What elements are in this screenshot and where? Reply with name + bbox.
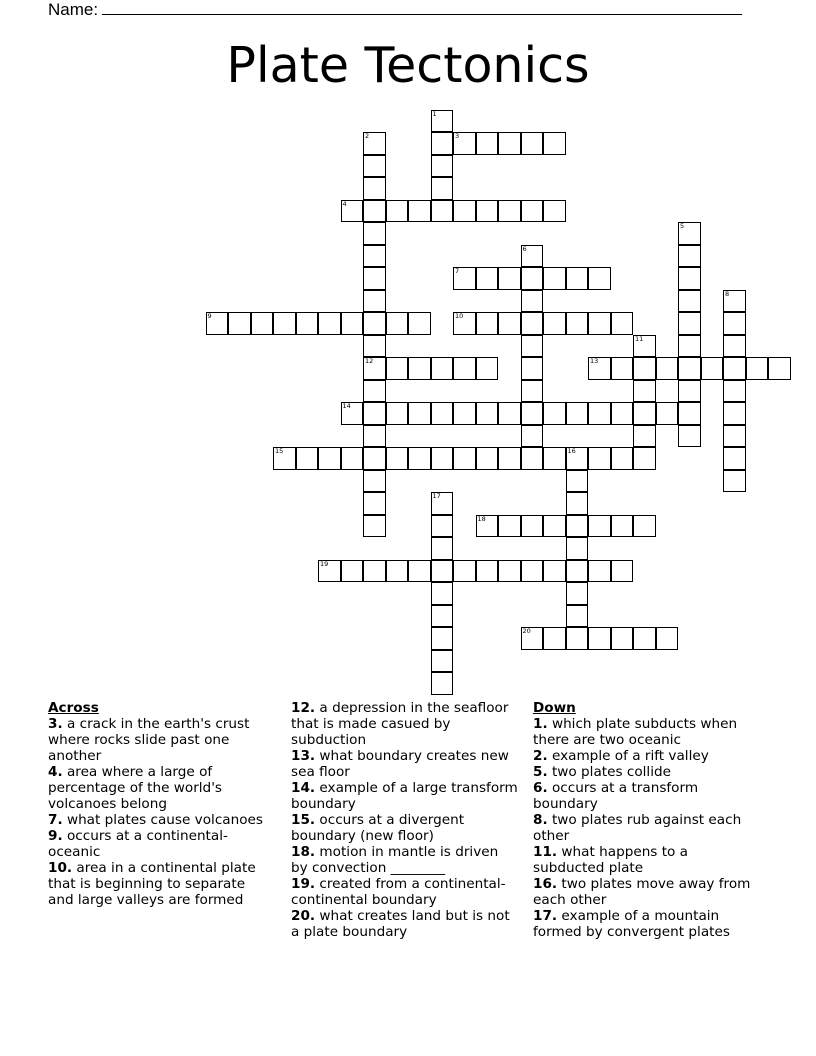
grid-cell[interactable] (588, 627, 611, 650)
grid-cell[interactable] (431, 132, 454, 155)
clue-number: 7 (455, 267, 460, 275)
grid-cell[interactable] (521, 402, 544, 425)
grid-cell[interactable] (723, 470, 746, 493)
grid-cell[interactable] (611, 627, 634, 650)
grid-cell[interactable] (633, 425, 656, 448)
clue-number-label: 4. (48, 764, 63, 780)
grid-cell[interactable] (611, 402, 634, 425)
grid-cell[interactable] (431, 155, 454, 178)
clue-item (291, 700, 519, 748)
grid-cell[interactable] (588, 447, 611, 470)
grid-cell[interactable] (768, 357, 791, 380)
clue-number: 16 (567, 447, 576, 455)
grid-cell[interactable] (363, 335, 386, 358)
grid-cell[interactable] (723, 335, 746, 358)
clue-item (291, 748, 519, 780)
grid-cell[interactable] (363, 245, 386, 268)
grid-cell[interactable] (543, 200, 566, 223)
grid-cell[interactable] (476, 200, 499, 223)
grid-cell[interactable] (611, 515, 634, 538)
grid-cell[interactable] (318, 447, 341, 470)
name-label: Name: (48, 0, 99, 19)
clues-column-2 (291, 700, 519, 940)
grid-cell[interactable] (521, 335, 544, 358)
grid-cell[interactable] (678, 357, 701, 380)
clue-text: example of a rift valley (547, 748, 709, 764)
grid-cell[interactable] (498, 560, 521, 583)
grid-cell[interactable] (566, 312, 589, 335)
clue-number: 20 (522, 627, 531, 635)
clue-text: what plates cause volcanoes (62, 812, 264, 828)
grid-cell[interactable] (408, 402, 431, 425)
grid-cell[interactable] (431, 582, 454, 605)
grid-cell[interactable] (656, 402, 679, 425)
grid-cell[interactable] (566, 560, 589, 583)
grid-cell[interactable] (251, 312, 274, 335)
grid-cell[interactable] (386, 560, 409, 583)
down-header: Down (533, 700, 576, 716)
grid-cell[interactable] (611, 447, 634, 470)
clue-text: example of a large transform boundary (291, 780, 518, 812)
grid-cell[interactable] (678, 312, 701, 335)
grid-cell[interactable] (431, 537, 454, 560)
grid-cell[interactable] (431, 605, 454, 628)
grid-cell[interactable] (296, 447, 319, 470)
clue-item (291, 876, 519, 908)
clue-item (48, 812, 270, 828)
clue-text: two plates rub against each other (533, 812, 742, 844)
grid-cell[interactable] (588, 312, 611, 335)
clue-number: 6 (522, 244, 527, 253)
grid-cell[interactable] (521, 447, 544, 470)
grid-cell[interactable] (678, 267, 701, 290)
grid-cell[interactable] (453, 132, 476, 155)
grid-cell[interactable] (498, 267, 521, 290)
clue-item (291, 780, 519, 812)
grid-cell[interactable] (341, 200, 364, 223)
grid-cell[interactable] (723, 290, 746, 313)
grid-cell[interactable] (431, 357, 454, 380)
grid-cell[interactable] (363, 222, 386, 245)
grid-cell[interactable] (363, 515, 386, 538)
grid-cell[interactable] (498, 132, 521, 155)
grid-cell[interactable] (363, 290, 386, 313)
clue-text: occurs at a continental-oceanic (48, 828, 228, 860)
grid-cell[interactable] (678, 245, 701, 268)
clue-text: occurs at a transform boundary (533, 780, 699, 812)
grid-cell[interactable] (543, 447, 566, 470)
grid-cell[interactable] (521, 380, 544, 403)
clue-text: motion in mantle is driven by convection ________ (291, 844, 499, 876)
grid-cell[interactable] (633, 627, 656, 650)
grid-cell[interactable] (318, 560, 341, 583)
grid-cell[interactable] (498, 515, 521, 538)
grid-cell[interactable] (363, 155, 386, 178)
grid-cell[interactable] (566, 582, 589, 605)
grid-cell[interactable] (723, 425, 746, 448)
grid-cell[interactable] (611, 357, 634, 380)
grid-cell[interactable] (408, 200, 431, 223)
grid-cell[interactable] (273, 447, 296, 470)
clue-item (533, 844, 763, 876)
grid-cell[interactable] (476, 560, 499, 583)
clue-number-label: 8. (533, 812, 548, 828)
grid-cell[interactable] (543, 402, 566, 425)
clue-item (533, 748, 763, 764)
clue-number-label: 10. (48, 860, 73, 876)
grid-cell[interactable] (656, 357, 679, 380)
grid-cell[interactable] (588, 267, 611, 290)
grid-cell[interactable] (363, 425, 386, 448)
grid-cell[interactable] (633, 515, 656, 538)
grid-cell[interactable] (453, 357, 476, 380)
grid-cell[interactable] (296, 312, 319, 335)
clue-number-label: 20. (291, 908, 316, 924)
clue-number: 2 (365, 132, 370, 140)
grid-cell[interactable] (588, 402, 611, 425)
clue-number-label: 17. (533, 908, 558, 924)
grid-cell[interactable] (431, 447, 454, 470)
clue-number: 12 (365, 357, 374, 365)
grid-cell[interactable] (498, 312, 521, 335)
clue-item (48, 764, 270, 812)
clue-number: 18 (477, 514, 486, 523)
grid-cell[interactable] (431, 402, 454, 425)
clue-number: 3 (455, 132, 460, 140)
grid-cell[interactable] (611, 560, 634, 583)
clue-text: area in a continental plate that is beginning to separate and large valleys are formed (48, 860, 256, 908)
clue-number-label: 15. (291, 812, 316, 828)
grid-cell[interactable] (588, 560, 611, 583)
grid-cell[interactable] (341, 402, 364, 425)
grid-cell[interactable] (633, 335, 656, 358)
clue-item (48, 716, 270, 764)
grid-cell[interactable] (386, 447, 409, 470)
clue-text: created from a continental-continental boundary (291, 876, 506, 908)
clues-column-3 (533, 700, 763, 940)
clue-item (533, 780, 763, 812)
grid-cell[interactable] (521, 627, 544, 650)
grid-cell[interactable] (386, 357, 409, 380)
grid-cell[interactable] (498, 200, 521, 223)
clue-number: 17 (432, 492, 441, 500)
grid-cell[interactable] (723, 357, 746, 380)
clue-number: 1 (432, 109, 437, 118)
clue-item (533, 764, 763, 780)
grid-cell[interactable] (566, 627, 589, 650)
grid-cell[interactable] (431, 177, 454, 200)
clue-number-label: 3. (48, 716, 63, 732)
clue-text: what boundary creates new sea floor (291, 748, 509, 780)
grid-cell[interactable] (476, 357, 499, 380)
grid-cell[interactable] (543, 560, 566, 583)
grid-cell[interactable] (431, 650, 454, 673)
clue-text: which plate subducts when there are two oceanic (533, 716, 738, 748)
grid-cell[interactable] (498, 402, 521, 425)
grid-cell[interactable] (386, 200, 409, 223)
clue-number: 9 (207, 312, 212, 320)
grid-cell[interactable] (521, 560, 544, 583)
grid-cell[interactable] (521, 312, 544, 335)
grid-cell[interactable] (566, 447, 589, 470)
grid-cell[interactable] (633, 357, 656, 380)
clue-number-label: 19. (291, 876, 316, 892)
clue-number: 5 (680, 222, 685, 230)
grid-cell[interactable] (566, 515, 589, 538)
grid-cell[interactable] (746, 357, 769, 380)
grid-cell[interactable] (588, 515, 611, 538)
grid-cell[interactable] (431, 672, 454, 695)
grid-cell[interactable] (453, 200, 476, 223)
clue-number: 14 (342, 402, 351, 410)
clue-number-label: 11. (533, 844, 558, 860)
grid-cell[interactable] (206, 312, 229, 335)
grid-cell[interactable] (521, 357, 544, 380)
clue-number-label: 7. (48, 812, 63, 828)
grid-cell[interactable] (363, 560, 386, 583)
clue-text: what happens to a subducted plate (533, 844, 689, 876)
grid-cell[interactable] (363, 312, 386, 335)
grid-cell[interactable] (476, 267, 499, 290)
grid-cell[interactable] (408, 560, 431, 583)
clue-number-label: 12. (291, 700, 316, 716)
grid-cell[interactable] (678, 402, 701, 425)
clue-item (533, 908, 763, 940)
grid-cell[interactable] (363, 492, 386, 515)
clue-text: a depression in the seafloor that is made casued by subduction (291, 700, 509, 748)
clue-text: area where a large of percentage of the world's volcanoes belong (48, 764, 223, 812)
grid-cell[interactable] (318, 312, 341, 335)
grid-cell[interactable] (521, 245, 544, 268)
grid-cell[interactable] (363, 267, 386, 290)
clue-item (291, 812, 519, 844)
clue-item (291, 844, 519, 876)
grid-cell[interactable] (341, 312, 364, 335)
grid-cell[interactable] (723, 402, 746, 425)
grid-cell[interactable] (566, 492, 589, 515)
grid-cell[interactable] (273, 312, 296, 335)
grid-cell[interactable] (521, 267, 544, 290)
clue-text: occurs at a divergent boundary (new floor) (291, 812, 465, 844)
clue-number-label: 1. (533, 716, 548, 732)
grid-cell[interactable] (453, 560, 476, 583)
grid-cell[interactable] (678, 222, 701, 245)
clue-number: 11 (635, 334, 644, 343)
grid-cell[interactable] (341, 560, 364, 583)
grid-cell[interactable] (498, 447, 521, 470)
grid-cell[interactable] (453, 447, 476, 470)
clue-number: 19 (320, 559, 329, 568)
clue-item (48, 828, 270, 860)
across-header: Across (48, 700, 99, 716)
grid-cell[interactable] (431, 560, 454, 583)
grid-cell[interactable] (543, 515, 566, 538)
grid-cell[interactable] (521, 425, 544, 448)
grid-cell[interactable] (723, 380, 746, 403)
clue-text: what creates land but is not a plate boundary (291, 908, 510, 940)
grid-cell[interactable] (363, 470, 386, 493)
grid-cell[interactable] (363, 177, 386, 200)
grid-cell[interactable] (431, 200, 454, 223)
grid-cell[interactable] (543, 132, 566, 155)
grid-cell[interactable] (543, 267, 566, 290)
grid-cell[interactable] (386, 312, 409, 335)
grid-cell[interactable] (678, 335, 701, 358)
grid-cell[interactable] (363, 357, 386, 380)
clue-number-label: 9. (48, 828, 63, 844)
grid-cell[interactable] (633, 402, 656, 425)
clue-item (533, 812, 763, 844)
clue-number: 15 (275, 447, 284, 455)
grid-cell[interactable] (363, 447, 386, 470)
clues-column-1 (48, 700, 270, 908)
grid-cell[interactable] (588, 357, 611, 380)
grid-cell[interactable] (408, 312, 431, 335)
clue-number-label: 5. (533, 764, 548, 780)
grid-cell[interactable] (656, 627, 679, 650)
clue-number-label: 14. (291, 780, 316, 796)
grid-cell[interactable] (678, 290, 701, 313)
grid-cell[interactable] (228, 312, 251, 335)
grid-cell[interactable] (633, 380, 656, 403)
grid-cell[interactable] (723, 312, 746, 335)
clue-item (291, 908, 519, 940)
clue-number-label: 13. (291, 748, 316, 764)
grid-cell[interactable] (476, 515, 499, 538)
grid-cell[interactable] (431, 515, 454, 538)
grid-cell[interactable] (408, 447, 431, 470)
clue-number-label: 16. (533, 876, 558, 892)
grid-cell[interactable] (386, 402, 409, 425)
grid-cell[interactable] (521, 132, 544, 155)
grid-cell[interactable] (476, 402, 499, 425)
grid-cell[interactable] (701, 357, 724, 380)
grid-cell[interactable] (566, 537, 589, 560)
grid-cell[interactable] (363, 380, 386, 403)
grid-cell[interactable] (476, 312, 499, 335)
clue-number-label: 18. (291, 844, 316, 860)
grid-cell[interactable] (678, 425, 701, 448)
grid-cell[interactable] (431, 627, 454, 650)
grid-cell[interactable] (566, 470, 589, 493)
grid-cell[interactable] (408, 357, 431, 380)
grid-cell[interactable] (566, 267, 589, 290)
grid-cell[interactable] (431, 492, 454, 515)
clue-number: 10 (455, 312, 464, 320)
clue-text: two plates collide (547, 764, 671, 780)
clue-item (533, 716, 763, 748)
grid-cell[interactable] (633, 447, 656, 470)
clue-number-label: 6. (533, 780, 548, 796)
grid-cell[interactable] (723, 447, 746, 470)
clue-item (533, 876, 763, 908)
clue-text: example of a mountain formed by convergent plates (533, 908, 730, 940)
clue-number: 4 (342, 199, 347, 208)
grid-cell[interactable] (476, 132, 499, 155)
grid-cell[interactable] (566, 605, 589, 628)
grid-cell[interactable] (363, 132, 386, 155)
grid-cell[interactable] (341, 447, 364, 470)
grid-cell[interactable] (431, 110, 454, 133)
page-title: Plate Tectonics (226, 37, 590, 94)
grid-cell[interactable] (521, 200, 544, 223)
clue-text: a crack in the earth's crust where rocks slide past one another (48, 716, 250, 764)
grid-cell[interactable] (521, 290, 544, 313)
clue-number-label: 2. (533, 748, 548, 764)
grid-cell[interactable] (453, 267, 476, 290)
grid-cell[interactable] (363, 200, 386, 223)
grid-cell[interactable] (363, 402, 386, 425)
grid-cell[interactable] (611, 312, 634, 335)
clue-number: 8 (725, 289, 730, 298)
grid-cell[interactable] (476, 447, 499, 470)
clue-item (48, 860, 270, 908)
clue-text: two plates move away from each other (533, 876, 751, 908)
grid-cell[interactable] (566, 402, 589, 425)
grid-cell[interactable] (453, 402, 476, 425)
grid-cell[interactable] (521, 515, 544, 538)
grid-cell[interactable] (543, 312, 566, 335)
grid-cell[interactable] (453, 312, 476, 335)
grid-cell[interactable] (543, 627, 566, 650)
grid-cell[interactable] (678, 380, 701, 403)
clue-number: 13 (590, 357, 599, 365)
